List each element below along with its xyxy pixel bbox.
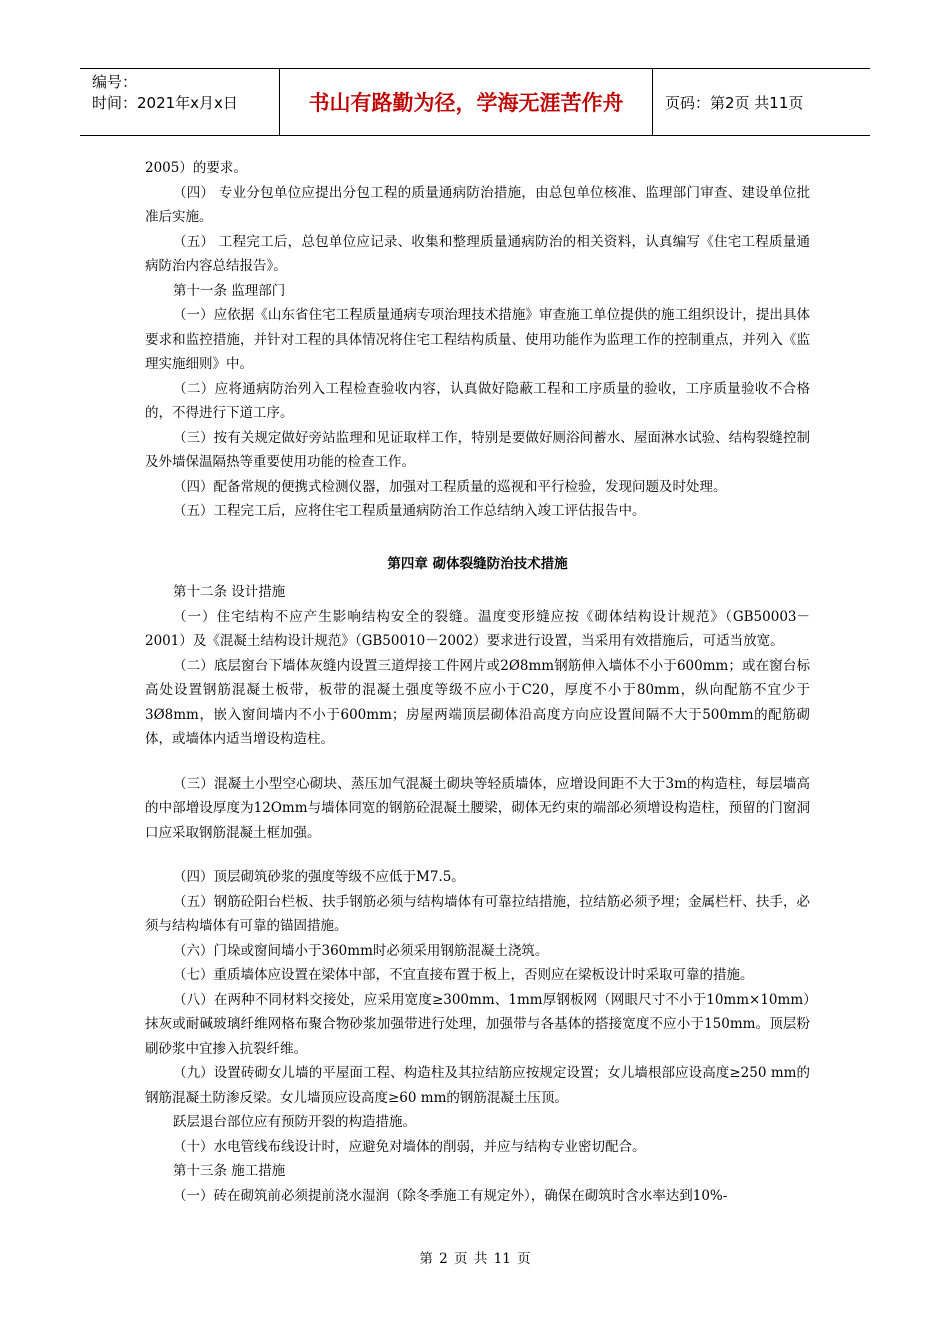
paragraph: （二）应将通病防治列入工程检查验收内容，认真做好隐蔽工程和工序质量的验收，工序质量验收不合格的，不得进行下道工序。 [145, 380, 810, 421]
paragraph: （四）顶层砌筑砂浆的强度等级不应低于M7.5。 [173, 869, 465, 885]
paragraph: 2005）的要求。 [145, 160, 247, 176]
spacer [145, 752, 810, 772]
paragraph: （一）砖在砌筑前必须提前浇水湿润（除冬季施工有规定外），确保在砌筑时含水率达到10%- [173, 1187, 728, 1204]
paragraph: （六）门垛或窗间墙小于360mm时必须采用钢筋混凝土浇筑。 [173, 942, 549, 959]
paragraph: （二）底层窗台下墙体灰缝内设置三道焊接工件网片或2Ø8mm钢筋伸入墙体不小于600mm；或在窗台标高处设置钢筋混凝土板带，板带的混凝土强度等级不应小于C20，厚度不小于80mm，纵向配筋不宜少于3Ø8mm，嵌入窗间墙内不小于600mm；房屋两端顶层砌体沿高度方向应设置间隔不大于500mm的配筋砌体，或墙体内适当增设构造柱。 [145, 657, 810, 747]
paragraph: 跃层退台部位应有预防开裂的构造措施。 [173, 1114, 416, 1130]
time-label: 时间：2021年x月x日 [92, 94, 238, 112]
paragraph: （三）混凝土小型空心砌块、蒸压加气混凝土砌块等轻质墙体，应增设间距不大于3m的构造柱，每层墙高的中部增设厚度为12Omm与墙体同宽的钢筋砼混凝土腰梁，砌体无约束的端部必须增设构造柱，预留的门窗洞口应采取钢筋混凝土框加强。 [145, 775, 810, 841]
document-body [145, 156, 810, 1208]
motto: 书山有路勤为径，学海无涯苦作舟 [280, 69, 653, 135]
paragraph: （五） 工程完工后，总包单位应记录、收集和整理质量通病防治的相关资料，认真编写《住宅工程质量通病防治内容总结报告》。 [145, 233, 810, 274]
paragraph: （三）按有关规定做好旁站监理和见证取样工作，特别是要做好厕浴间蓄水、屋面淋水试验、结构裂缝控制及外墙保温隔热等重要使用功能的检查工作。 [145, 429, 810, 470]
article-heading: 第十二条 设计措施 [173, 584, 286, 600]
paragraph: （十）水电管线布线设计时，应避免对墙体的削弱，并应与结构专业密切配合。 [173, 1138, 646, 1155]
paragraph: （七）重质墙体应设置在梁体中部，不宜直接布置于板上，否则应在梁板设计时采取可靠的措施。 [173, 967, 754, 983]
paragraph: （四） 专业分包单位应提出分包工程的质量通病防治措施，由总包单位核准、监理部门审查、建设单位批准后实施。 [145, 184, 810, 225]
paragraph: （八）在两种不同材料交接处，应采用宽度≥300mm、1mm厚钢板网（网眼尺寸不小于10mm×10mm）抹灰或耐碱玻璃纤维网格布聚合物砂浆加强带进行处理，加强带与各基体的搭接宽度不应小于150mm。顶层粉刷砂浆中宜掺入抗裂纤维。 [145, 991, 810, 1057]
page-header [80, 68, 870, 136]
paragraph: （九）设置砖砌女儿墙的平屋面工程、构造柱及其拉结筋应按规定设置；女儿墙根部应设高度≥250 mm的钢筋混凝土防渗反梁。女儿墙顶应设高度≥60 mm的钢筋混凝土压顶。 [145, 1065, 810, 1106]
paragraph: （四）配备常规的便携式检测仪器，加强对工程质量的巡视和平行检验，发现问题及时处理。 [173, 478, 727, 495]
article-heading: 第十一条 监理部门 [173, 282, 286, 299]
page-label: 页码：第2页 共11页 [665, 93, 804, 112]
article-heading: 第十三条 施工措施 [173, 1163, 286, 1179]
spacer [145, 524, 810, 544]
paragraph: （一）住宅结构不应产生影响结构安全的裂缝。温度变形缝应按《砌体结构设计规范》（GB50003－2001）及《混凝土结构设计规范》（GB50010－2002）要求进行设置，当采用有效措施后，可适当放宽。 [145, 608, 810, 649]
paragraph: （五）工程完工后，应将住宅工程质量通病防治工作总结纳入竣工评估报告中。 [173, 503, 646, 519]
chapter-title: 第四章 砌体裂缝防治技术措施 [387, 555, 568, 572]
paragraph: （五）钢筋砼阳台栏板、扶手钢筋必须与结构墙体有可靠拉结措施，拉结筋必须予埋；金属栏杆、扶手，必须与结构墙体有可靠的锚固措施。 [145, 893, 810, 934]
spacer [145, 845, 810, 865]
paragraph: （一）应依据《山东省住宅工程质量通病专项治理技术措施》审查施工单位提供的施工组织设计，提出具体要求和监控措施，并针对工程的具体情况将住宅工程结构质量、使用功能作为监理工作的控制重点，并列入《监理实施细则》中。 [145, 307, 810, 372]
page-footer: 第 2 页 共 11 页 [419, 1251, 531, 1267]
number-label: 编号： [92, 73, 138, 91]
header-left-cell [80, 69, 280, 135]
